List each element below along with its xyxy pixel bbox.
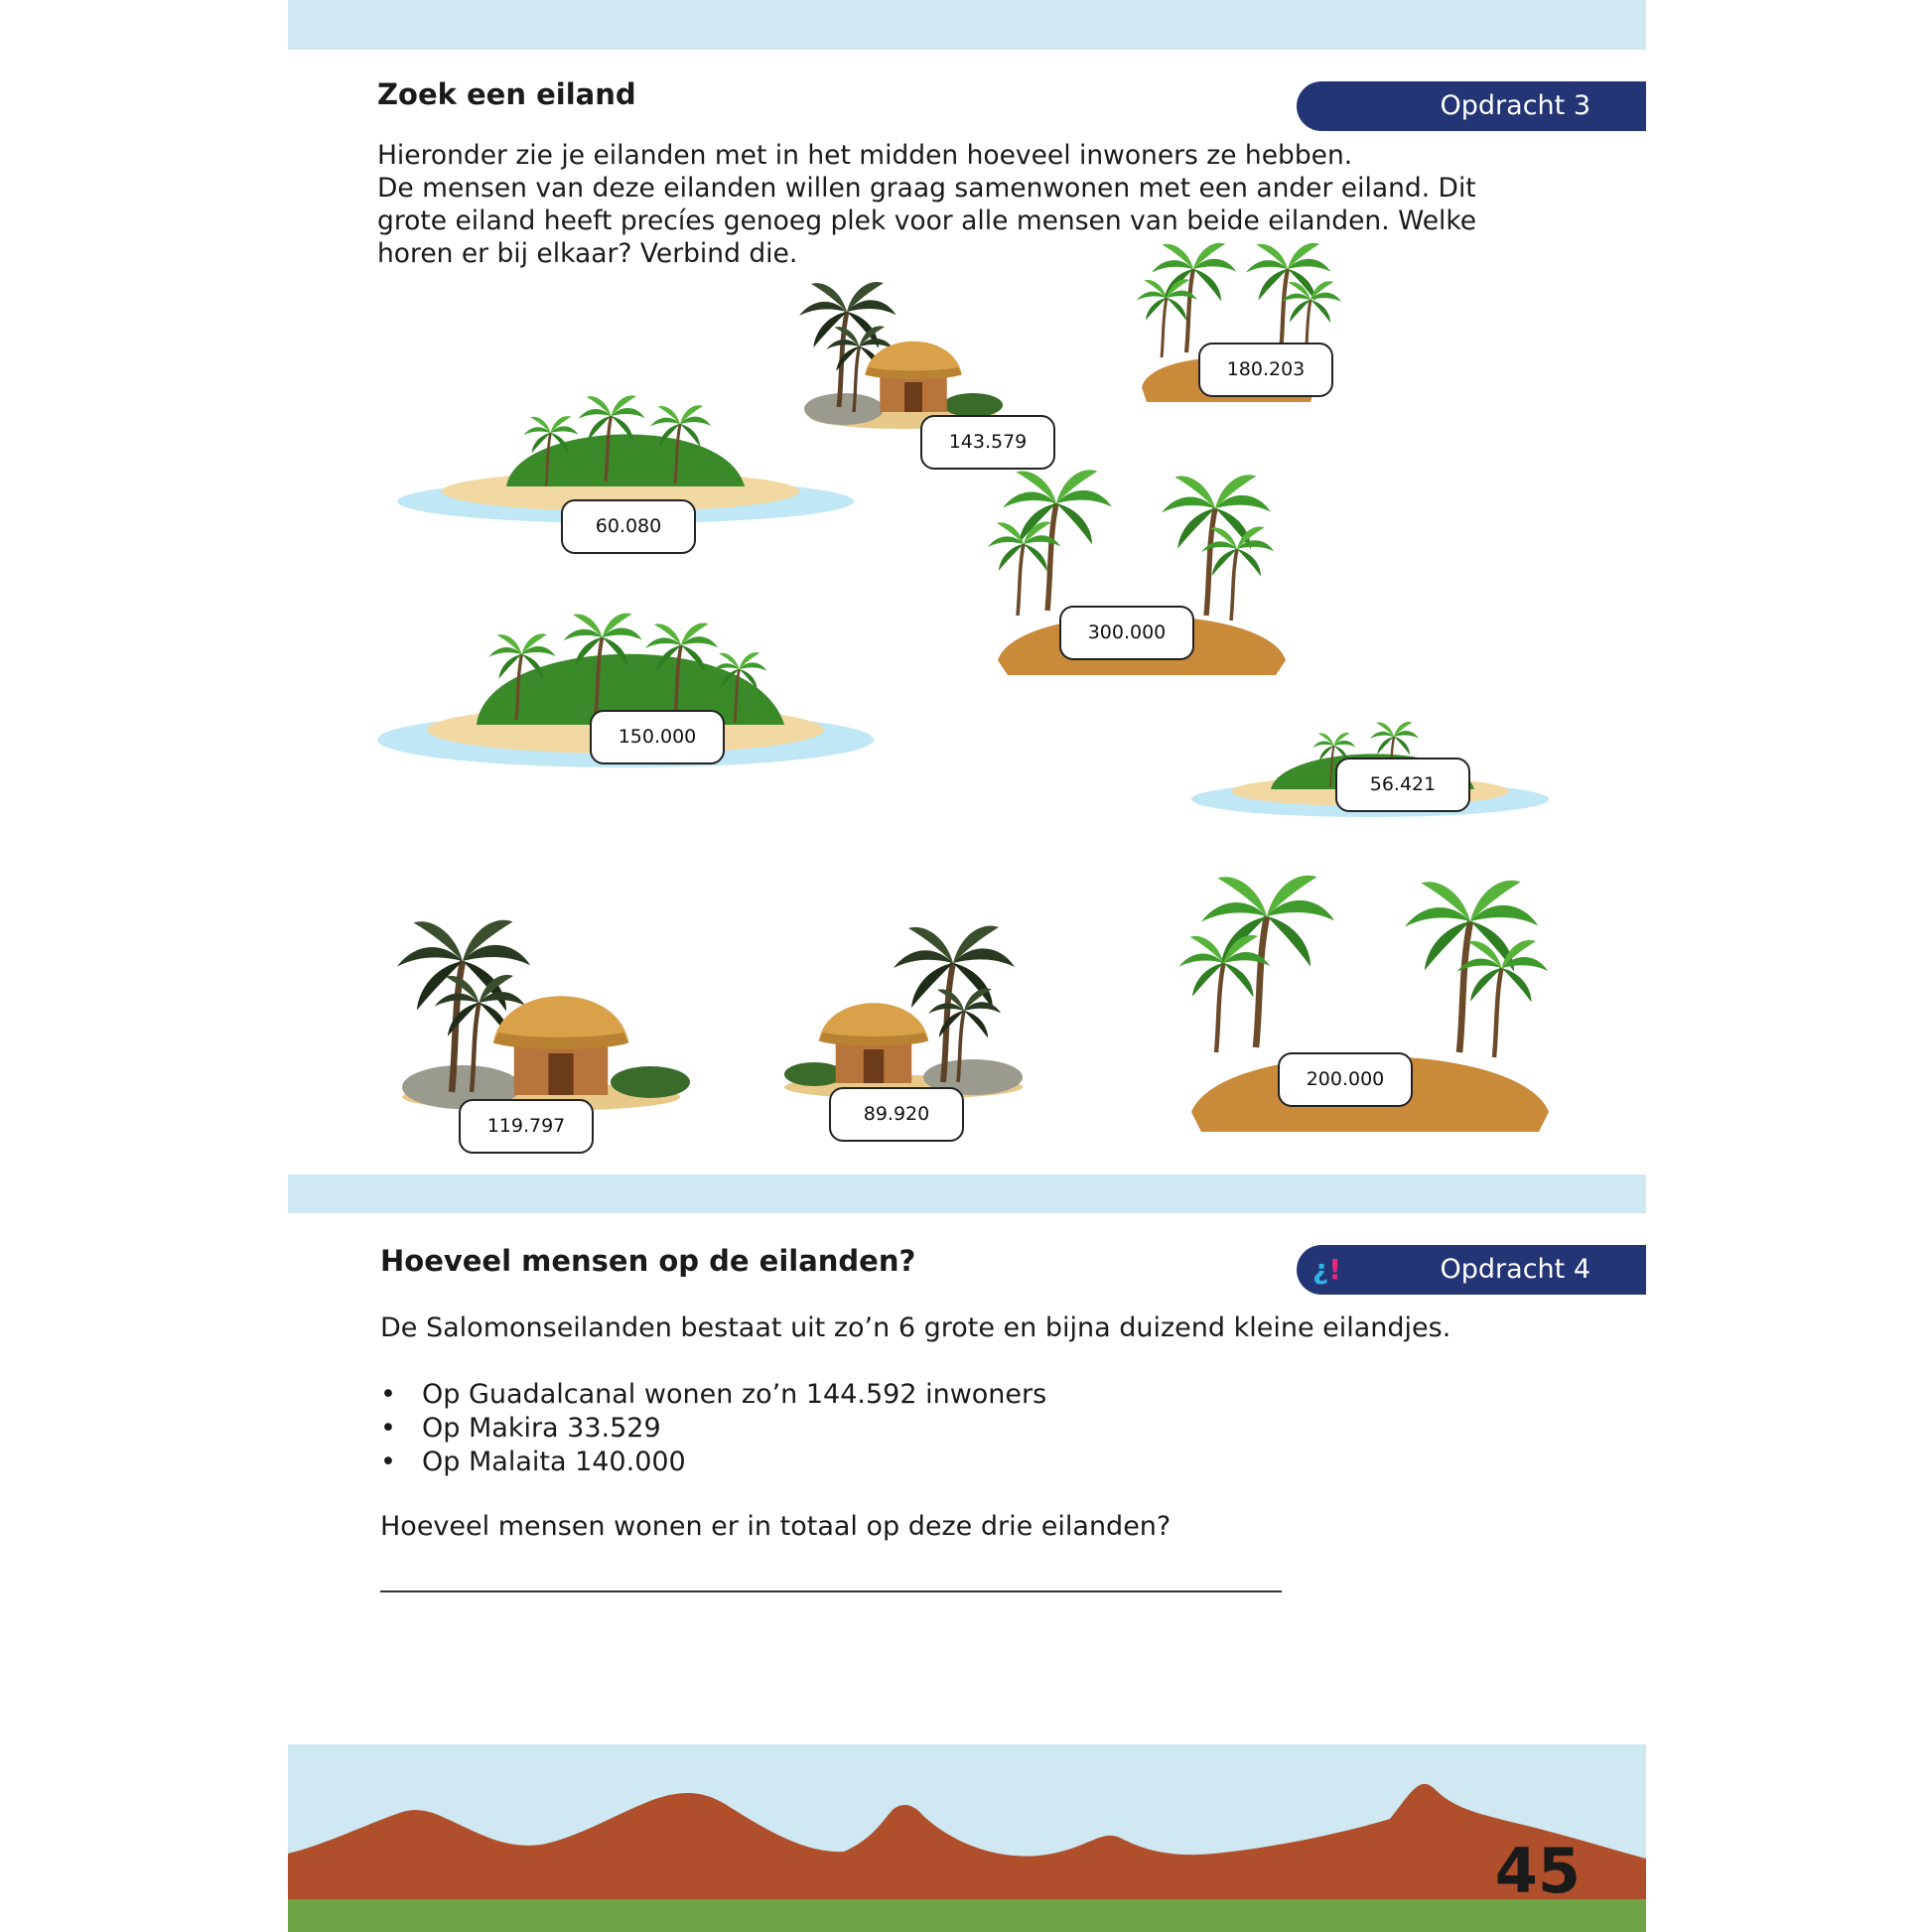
island-population-list (380, 1378, 1046, 1479)
jungle-island-illustration (377, 606, 894, 804)
opdracht4-badge-label: Opdracht 4 (1440, 1254, 1590, 1285)
palm-island-illustration (1082, 238, 1380, 427)
opdracht3-badge (1297, 81, 1646, 131)
island-119797[interactable] (392, 844, 690, 1157)
top-sky-band (288, 0, 1646, 50)
island-89920[interactable] (774, 864, 1033, 1147)
opdracht3-badge-label: Opdracht 3 (1440, 90, 1590, 121)
answer-line[interactable] (380, 1590, 1282, 1592)
bullet-icon: • (380, 1447, 396, 1477)
opdracht4-question: Hoeveel mensen wonen er in totaal op deze drie eilanden? (380, 1511, 1172, 1542)
island-60080[interactable] (397, 392, 864, 561)
worksheet-page (288, 0, 1646, 1932)
list-item: • Op Guadalcanal wonen zo’n 144.592 inwoners (380, 1379, 1047, 1410)
opdracht4-title: Hoeveel mensen op de eilanden? (380, 1244, 916, 1278)
palm-island-illustration (1162, 869, 1588, 1152)
island-150000[interactable] (377, 606, 894, 804)
page-number: 45 (1494, 1835, 1581, 1907)
island-label: 180.203 (1198, 343, 1333, 397)
opdracht4-badge (1297, 1245, 1646, 1295)
opdracht3-title: Zoek een eiland (377, 77, 636, 111)
island-label: 300.000 (1059, 606, 1194, 660)
question-exclamation-icon: ¿! (1312, 1253, 1342, 1286)
mountain-footer (288, 1744, 1646, 1932)
island-label: 150.000 (590, 710, 725, 764)
bullet-icon: • (380, 1379, 396, 1410)
island-200000[interactable] (1162, 869, 1588, 1152)
island-label: 56.421 (1335, 758, 1470, 812)
middle-sky-band (288, 1174, 1646, 1213)
intro-line-1: Hieronder zie je eilanden met in het midden hoeveel inwoners ze hebben. (377, 140, 1353, 171)
island-label: 119.797 (459, 1099, 594, 1154)
island-label: 143.579 (920, 415, 1055, 470)
island-label: 60.080 (561, 499, 696, 554)
intro-line-2: De mensen van deze eilanden willen graag samenwonen met een ander eiland. Dit grote eiland heeft precíes genoeg plek voor alle mensen van beide eilanden. Welke horen er bij elkaar? Verbind die. (377, 173, 1477, 269)
hut-island-illustration (392, 844, 690, 1112)
island-180203[interactable] (1082, 238, 1380, 427)
island-300000[interactable] (978, 462, 1325, 690)
list-item: • Op Makira 33.529 (380, 1413, 661, 1444)
hut-island-illustration (774, 864, 1033, 1102)
list-item: • Op Malaita 140.000 (380, 1447, 686, 1477)
bullet-icon: • (380, 1413, 396, 1444)
island-56421[interactable] (1191, 710, 1559, 839)
island-label: 89.920 (829, 1087, 964, 1142)
opdracht4-intro: De Salomonseilanden bestaat uit zo’n 6 grote en bijna duizend kleine eilandjes. (380, 1312, 1451, 1343)
island-label: 200.000 (1278, 1052, 1413, 1107)
